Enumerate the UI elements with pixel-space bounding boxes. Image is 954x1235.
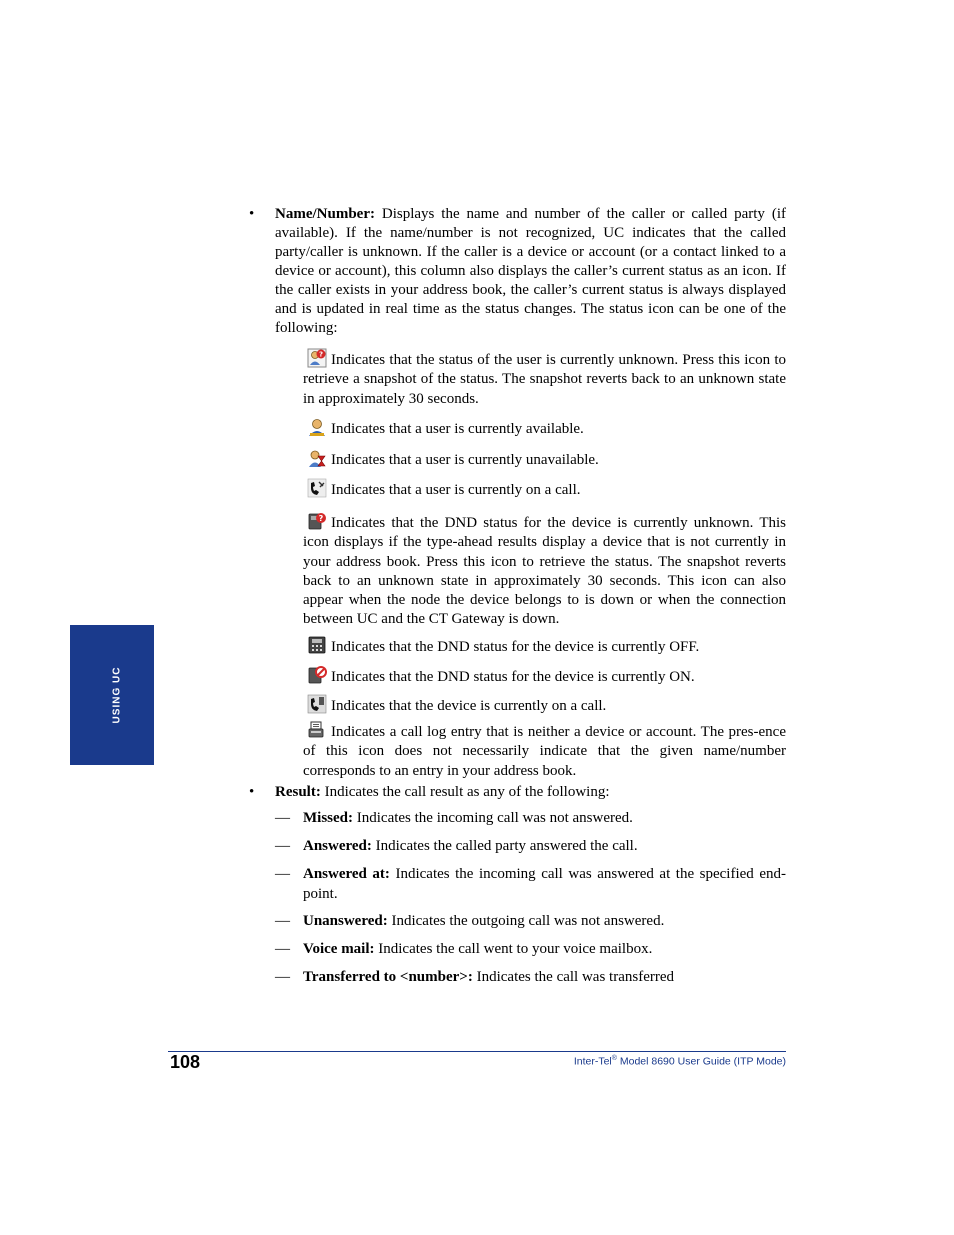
user-unavailable-icon (307, 448, 327, 468)
user-status-unknown-icon (307, 348, 327, 368)
status-entry-dnd-off (303, 635, 786, 657)
svg-text:?: ? (318, 514, 324, 523)
device-on-call-icon (307, 694, 327, 714)
status-entry-text: Indicates that the DND status for the device is currently unknown. This icon displays if the type-ahead results display a device that is not currently in your address book. Press this icon to retrieve the status. The snapshot reverts back to an unknown state in approximately 30 seconds. This icon can also appear when the node the device belongs to is down or when the connection between UC and the CT Gateway is down. (303, 515, 786, 628)
footer-guide-title (574, 1055, 786, 1068)
bullet-dot: • (249, 206, 255, 222)
status-entry-user-on-call (303, 478, 786, 500)
status-entry-text: Indicates that the DND status for the device is currently OFF. (331, 639, 700, 655)
dash: — (275, 941, 290, 957)
status-entry-dnd-unknown (303, 511, 786, 630)
dash: — (275, 969, 290, 985)
page-number: 108 (170, 1052, 201, 1072)
footer-rule (168, 1051, 786, 1052)
result-term: Answered: (303, 838, 372, 854)
section-tab-label: USING UC (111, 666, 123, 724)
name-number-bullet (249, 205, 786, 338)
result-item-missed (275, 808, 786, 828)
result-item-transferred (275, 967, 786, 987)
result-text: Indicates the outgoing call was not answered. (387, 913, 665, 929)
status-entry-text: Indicates that a user is currently available. (331, 421, 584, 437)
dash: — (275, 838, 290, 854)
result-term: Unanswered: (303, 913, 388, 929)
bullet-text: Displays the name and number of the caller or called party (if available). If the name/number is not recognized, UC indicates that the called party/caller is unknown. If the caller is a device or account (or a contact linked to a device or account), this column also displays the caller’s current status as an icon. If the caller exists in your address book, the caller’s current status is always displayed and is updated in real time as the status changes. The status icon can be one of the following: (275, 206, 786, 336)
result-item-unanswered (275, 911, 786, 931)
status-entry-text: Indicates that the DND status for the device is currently ON. (331, 669, 695, 685)
call-log-entry-icon (307, 720, 327, 740)
status-entry-dnd-on (303, 665, 786, 687)
result-term: Answered at: (303, 866, 390, 882)
bullet-term: Result: (275, 784, 321, 800)
bullet-text: Indicates the call result as any of the following: (320, 784, 610, 800)
footer-guide: Model 8690 User Guide (ITP Mode) (616, 1055, 786, 1068)
status-entry-text: Indicates that the device is currently on a call. (331, 698, 607, 714)
result-term: Transferred to <number>: (303, 969, 473, 985)
result-text: Indicates the called party answered the call. (371, 838, 638, 854)
status-entry-text: Indicates that a user is currently on a call. (331, 482, 581, 498)
device-dnd-on-icon (307, 665, 327, 685)
status-entry-text: Indicates that a user is currently unavailable. (331, 452, 599, 468)
status-entry-device-on-call (303, 694, 786, 716)
registered-mark: ® (611, 1055, 617, 1062)
status-entry-user-unknown (303, 348, 786, 409)
svg-text:?: ? (318, 350, 324, 359)
dash: — (275, 810, 290, 826)
status-entry-call-log (303, 720, 786, 781)
dash: — (275, 866, 290, 882)
status-entry-text: Indicates a call log entry that is neither a device or account. The pres-ence of this icon does not necessarily indicate that the given name/number corresponds to an entry in your address book. (303, 724, 786, 779)
result-bullet (249, 783, 786, 802)
dash: — (275, 913, 290, 929)
result-item-answered-at (275, 864, 786, 904)
result-item-answered (275, 836, 786, 856)
result-text: Indicates the incoming call was answered at the specified end-point. (303, 866, 786, 902)
status-entry-user-unavailable (303, 448, 786, 470)
device-dnd-unknown-icon (307, 511, 327, 531)
status-entry-user-available (303, 417, 786, 439)
result-term: Voice mail: (303, 941, 375, 957)
footer-brand: Inter-Tel (573, 1055, 612, 1068)
result-text: Indicates the incoming call was not answered. (353, 810, 633, 826)
result-item-voice-mail (275, 939, 786, 959)
result-text: Indicates the call was transferred (472, 969, 675, 985)
bullet-term: Name/Number: (275, 206, 375, 222)
user-on-call-icon (307, 478, 327, 498)
bullet-dot: • (249, 784, 255, 800)
user-available-icon (307, 417, 327, 437)
result-text: Indicates the call went to your voice mailbox. (374, 941, 653, 957)
result-term: Missed: (303, 810, 353, 826)
device-dnd-off-icon (307, 635, 327, 655)
status-entry-text: Indicates that the status of the user is currently unknown. Press this icon to retrieve a snapshot of the status. The snapshot reverts back to an unknown state in approximately 30 seconds. (303, 352, 786, 407)
